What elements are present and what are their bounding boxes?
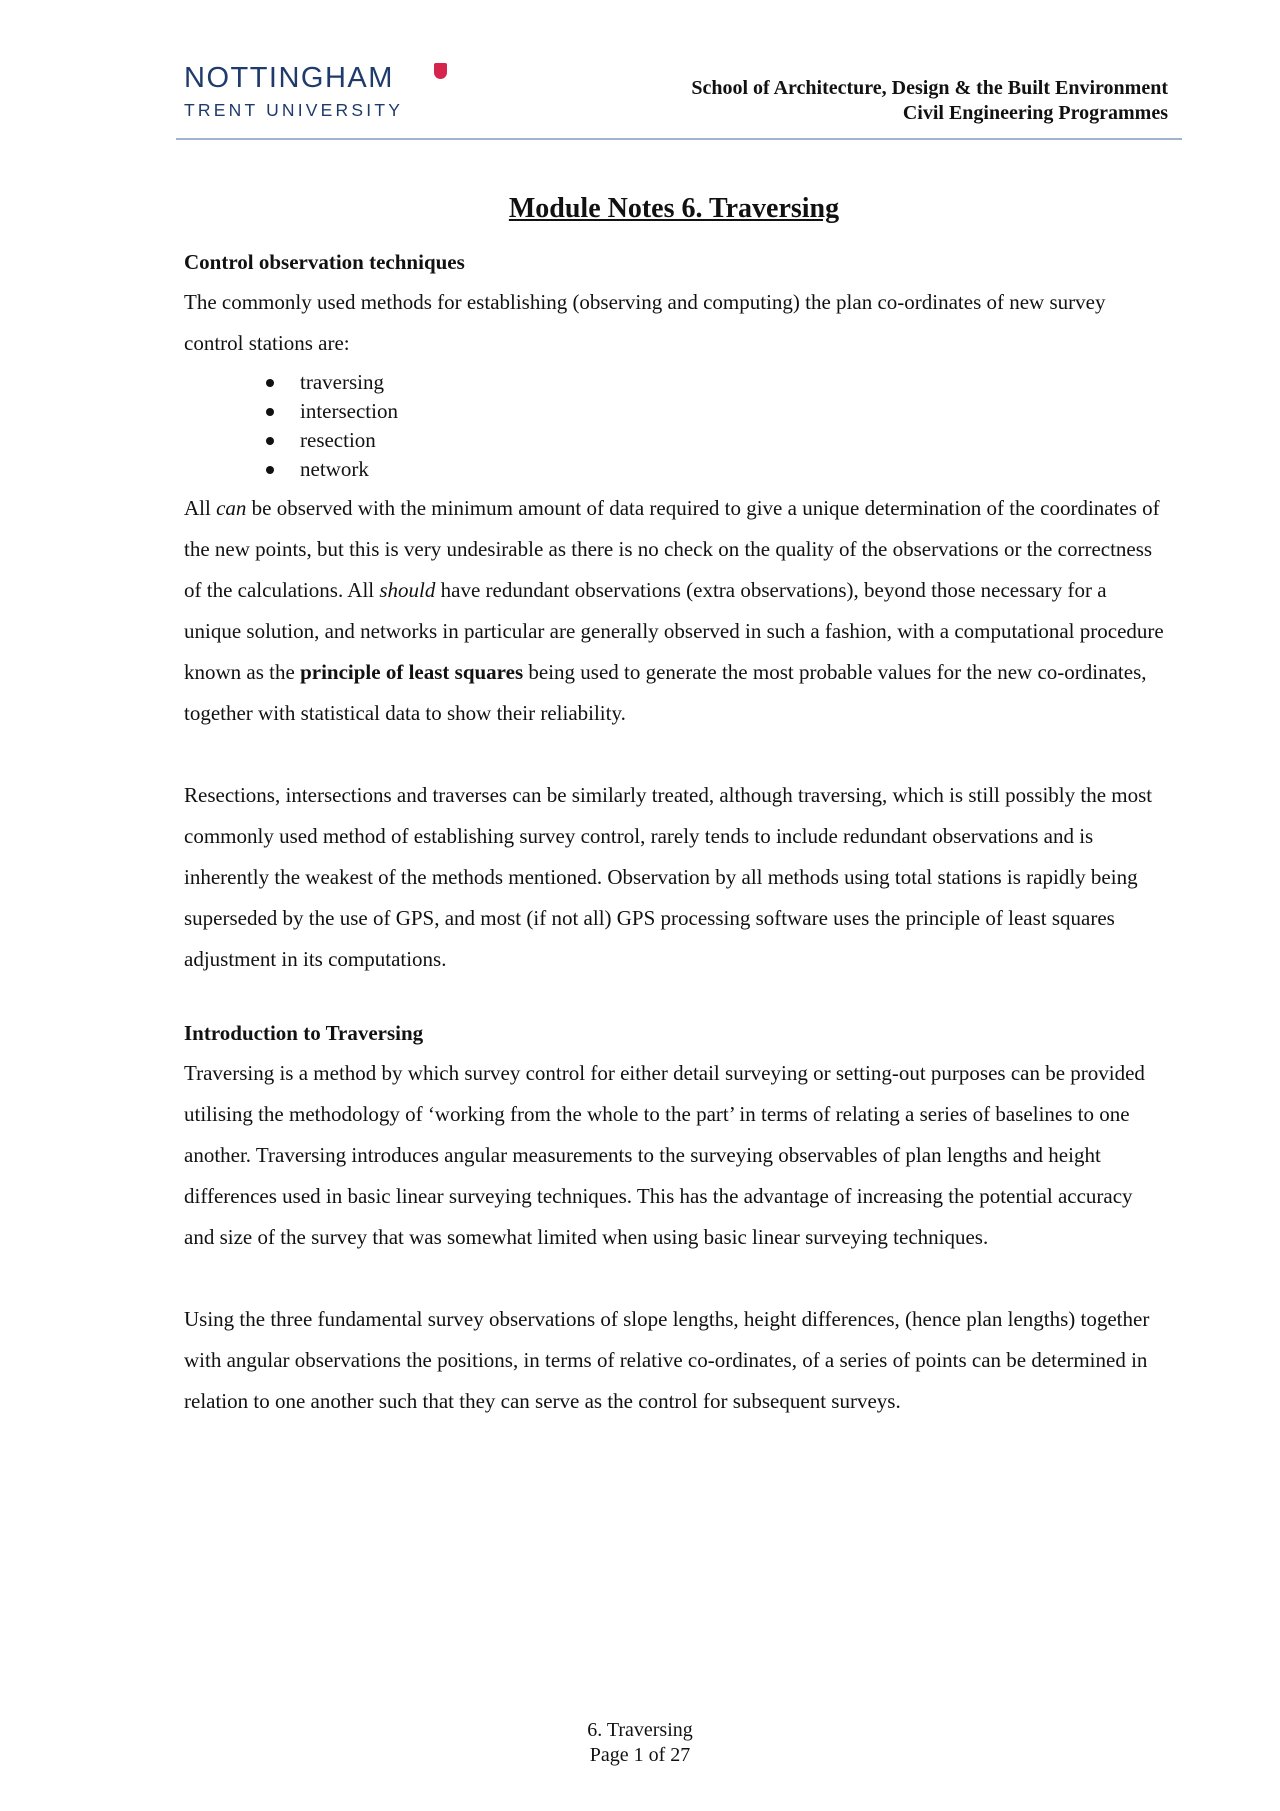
term-least-squares: principle of least squares: [300, 660, 524, 684]
paragraph-methods-comparison: Resections, intersections and traverses can be similarly treated, although traversing, which is still possibly the most commonly used method of establishing survey control, rarely tends to include redundant observations and is inherently the weakest of the methods mentioned. Observation by all methods using total stations is rapidly being superseded by the use of GPS, and most (if not all) GPS processing software uses the principle of least squares adjustment in its computations.: [184, 783, 1153, 971]
paragraph-traversing-intro: Traversing is a method by which survey control for either detail surveying or setting-out purposes can be provided utilising the methodology of ‘working from the whole to the part’ in terms of relating a series of baselines to one another. Traversing introduces angular measurements to the surveying observables of plan lengths and height differences used in basic linear surveying techniques. This has the advantage of increasing the potential accuracy and size of the survey that was somewhat limited when using basic linear surveying techniques.: [184, 1061, 1145, 1249]
crest-icon: [434, 63, 447, 79]
paragraph-redundancy: All can be observed with the minimum amount of data required to give a unique determination of the coordinates of the new points, but this is very undesirable as there is no check on the quality of the observations or the correctness of the calculations. All should have redundant observations (extra observations), beyond those necessary for a unique solution, and networks in particular are generally observed in such a fashion, with a computational procedure known as the principle of least squares being used to generate the most probable values for the new co-ordinates, together with statistical data to show their reliability.: [184, 496, 1164, 725]
bullet-icon: [266, 437, 274, 445]
header-divider: [176, 138, 1182, 140]
page-header: [176, 58, 1182, 142]
bullet-icon: [266, 466, 274, 474]
list-item: resection: [266, 426, 1164, 455]
list-item: network: [266, 455, 1164, 484]
page-footer: [0, 1718, 1280, 1768]
paragraph-gap: [184, 1258, 1164, 1299]
paragraph-intro: The commonly used methods for establishing (observing and computing) the plan co-ordinates of new survey control stations are:: [184, 290, 1106, 355]
university-logo: [184, 62, 444, 132]
bullet-icon: [266, 379, 274, 387]
school-name: School of Architecture, Design & the Built Environment: [691, 77, 1168, 99]
methods-list: [184, 368, 1164, 484]
logo-subname: TRENT UNIVERSITY: [184, 100, 404, 120]
footer-chapter: 6. Traversing: [587, 1719, 693, 1741]
paragraph-observations: Using the three fundamental survey observations of slope lengths, height differences, (hence plan lengths) together with angular observations the positions, in terms of relative co-ordinates, of a series of points can be determined in relation to one another such that they can serve as the control for subsequent surveys.: [184, 1307, 1150, 1413]
section-heading-control: Control observation techniques: [184, 250, 465, 274]
document-body: [184, 192, 1164, 1422]
bullet-icon: [266, 408, 274, 416]
paragraph-gap: [184, 734, 1164, 775]
list-item: intersection: [266, 397, 1164, 426]
page-number: Page 1 of 27: [589, 1744, 691, 1766]
paragraph-gap: [184, 980, 1164, 1021]
page-title: Module Notes 6. Traversing: [508, 193, 840, 224]
list-item: traversing: [266, 368, 1164, 397]
header-department: [691, 76, 1168, 126]
section-heading-traversing: Introduction to Traversing: [184, 1021, 424, 1045]
logo-name: NOTTINGHAM: [184, 62, 394, 94]
programme-name: Civil Engineering Programmes: [902, 102, 1168, 124]
